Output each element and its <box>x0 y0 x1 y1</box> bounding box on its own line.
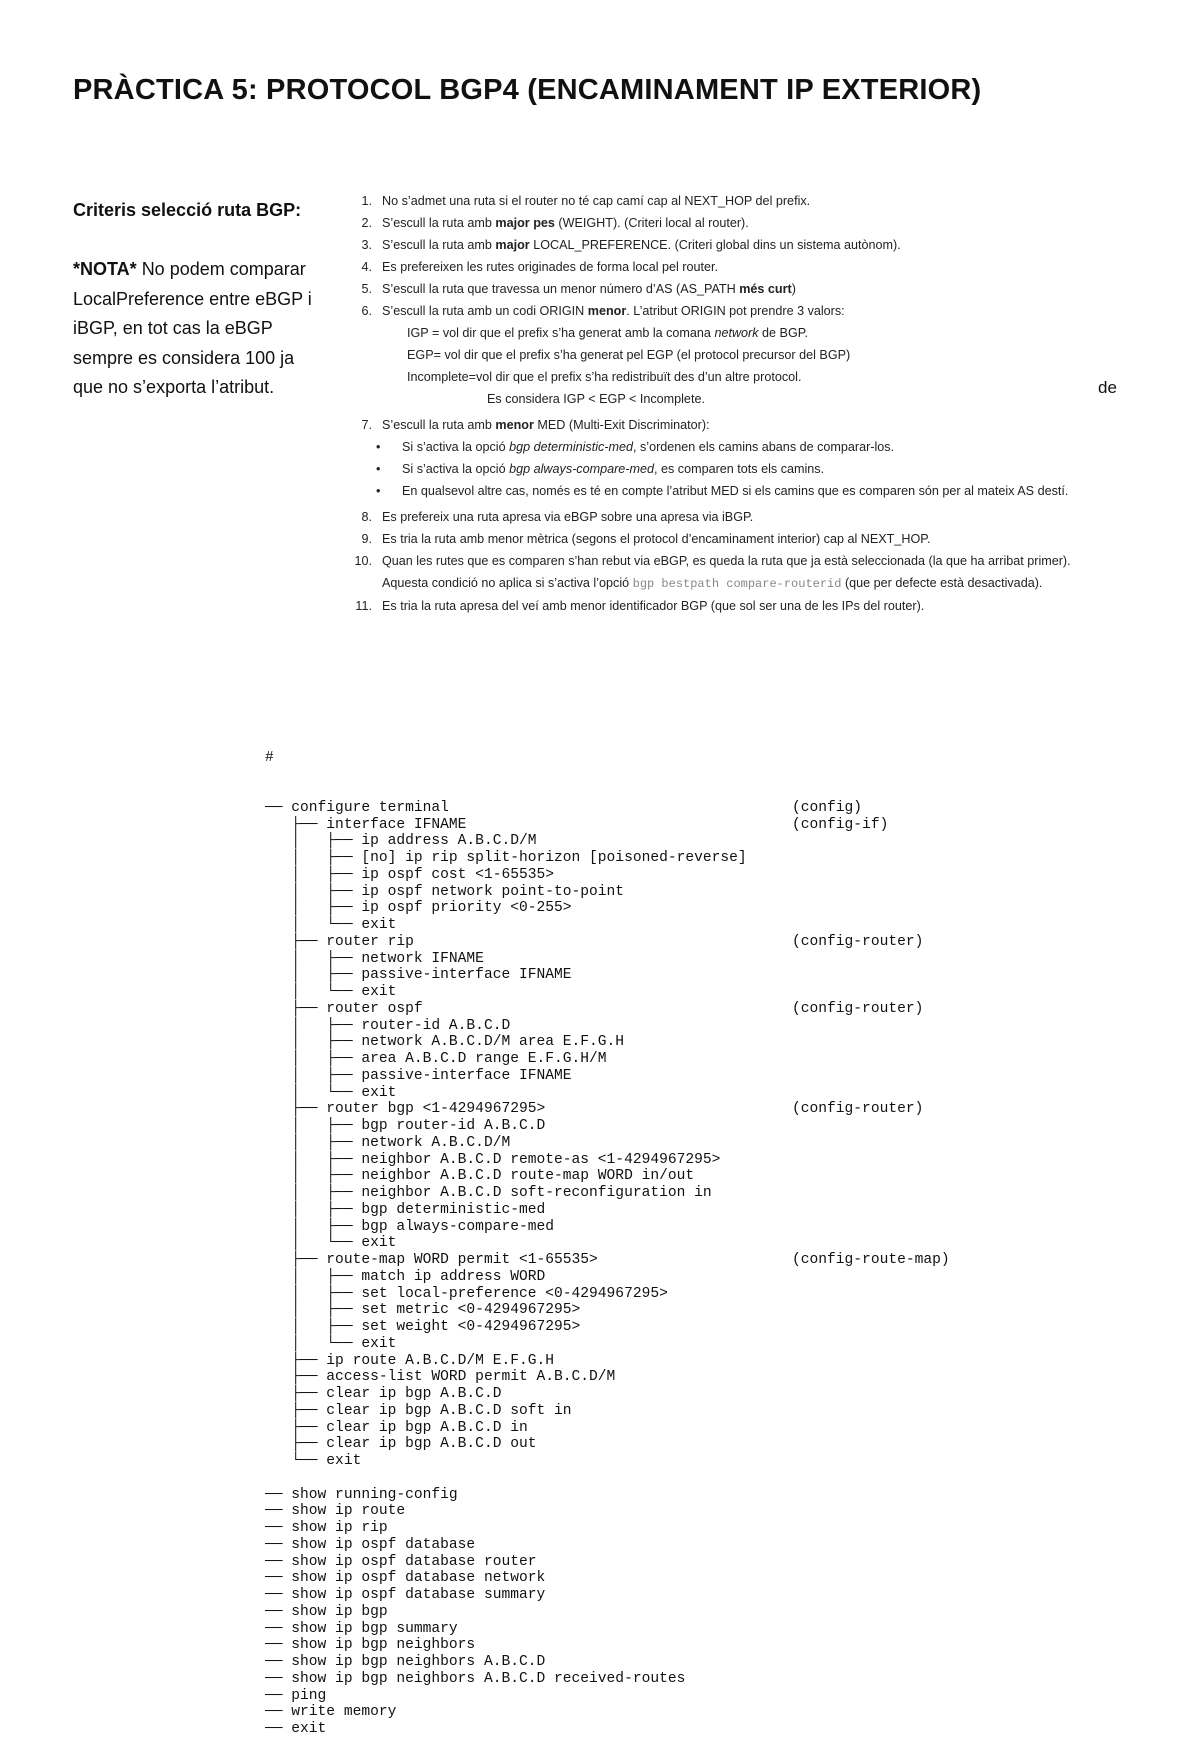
criterion-11: 11. Es tria la ruta apresa del veí amb menor identificador BGP (que sol ser una de les IPs del router). <box>355 599 925 613</box>
tree-line <box>265 1185 747 1202</box>
tree-line <box>265 1101 924 1118</box>
tree-line <box>265 1604 747 1621</box>
tree-line <box>265 799 863 817</box>
tree-command: │ ├── ip ospf cost <1-65535> <box>265 866 555 883</box>
tree-command: ── show ip ospf database summary <box>265 1587 546 1603</box>
tree-command: ├── clear ip bgp A.B.C.D soft in <box>265 1402 572 1419</box>
tree-line <box>265 900 747 917</box>
note-paragraph <box>73 255 313 403</box>
tree-line <box>265 1621 747 1638</box>
command-tree <box>265 716 950 1755</box>
med-bullet-1: • Si s’activa la opció bgp deterministic-med, s’ordenen els camins abans de comparar-los. <box>402 436 1093 458</box>
med-bullets <box>348 436 1093 502</box>
tree-line <box>265 1721 747 1738</box>
tree-line <box>265 1269 747 1286</box>
tree-line <box>265 951 747 968</box>
criterion-2: 2. S’escull la ruta amb major pes (WEIGHT). (Criteri local al router). <box>361 216 749 230</box>
tree-line <box>265 1587 747 1604</box>
tree-line <box>265 933 924 951</box>
origin-egp: EGP= vol dir que el prefix s’ha generat pel EGP (el protocol precursor del BGP) <box>407 348 851 362</box>
tree-line <box>265 1135 747 1152</box>
tree-command: ── show ip ospf database <box>265 1536 476 1553</box>
tree-line <box>265 884 747 901</box>
tree-command: ── show ip ospf database network <box>265 1570 546 1587</box>
tree-command: │ ├── neighbor A.B.C.D route-map WORD in/out <box>265 1168 695 1185</box>
tree-command: ├── router ospf <box>265 1000 423 1017</box>
tree-command: ── show ip bgp neighbors A.B.C.D <box>265 1654 546 1670</box>
med-bullet-3: • En qualsevol altre cas, només es té en compte l’atribut MED si els camins que es comparen són per al mateix AS destí. <box>402 480 1093 502</box>
tree-command: │ ├── passive-interface IFNAME <box>265 1067 572 1084</box>
tree-lines <box>265 799 950 1738</box>
tree-line <box>265 1000 924 1018</box>
tree-line <box>265 1570 747 1587</box>
note-label: *NOTA* <box>73 259 137 279</box>
tree-mode-label: (config-route-map) <box>792 1252 950 1268</box>
tree-line <box>265 967 747 984</box>
tree-line <box>265 1654 747 1671</box>
tree-command: │ ├── neighbor A.B.C.D soft-reconfiguration in <box>265 1185 712 1201</box>
note-text: No podem comparar LocalPreference entre eBGP i iBGP, en tot cas la eBGP sempre es considera 100 ja que no s’exporta l’atribut. <box>73 259 312 397</box>
tree-command: │ ├── ip ospf priority <0-255> <box>265 900 572 917</box>
tree-command: │ └── exit <box>265 1335 397 1352</box>
tree-command: │ └── exit <box>265 917 397 933</box>
tree-command: │ ├── network IFNAME <box>265 950 484 967</box>
tree-line <box>265 1453 747 1470</box>
criterion-3: 3. S’escull la ruta amb major LOCAL_PREFERENCE. (Criteri global dins un sistema autònom). <box>361 238 901 252</box>
tree-command: ├── clear ip bgp A.B.C.D <box>265 1386 502 1402</box>
criteria-heading: Criteris selecció ruta BGP: <box>73 200 302 220</box>
tree-command: │ ├── ip address A.B.C.D/M <box>265 833 537 850</box>
tree-command: ── show ip ospf database router <box>265 1553 537 1570</box>
criterion-1: 1. No s’admet una ruta si el router no té cap camí cap al NEXT_HOP del prefix. <box>361 194 811 208</box>
tree-command: ├── access-list WORD permit A.B.C.D/M <box>265 1369 616 1386</box>
tree-command: ── show ip bgp summary <box>265 1620 458 1637</box>
tree-command: │ ├── passive-interface IFNAME <box>265 967 572 984</box>
sidebar-notes <box>73 196 313 403</box>
tree-command: │ └── exit <box>265 984 397 1000</box>
tree-command: ── write memory <box>265 1704 397 1721</box>
tree-line <box>265 816 889 834</box>
tree-command: │ ├── set weight <0-4294967295> <box>265 1319 581 1335</box>
tree-command: └── exit <box>265 1453 362 1469</box>
tree-line <box>265 1319 747 1336</box>
criterion-10: 10. Quan les rutes que es comparen s’han rebut via eBGP, es queda la ruta que ja està seleccionada (la que ha arribat primer). Aquesta condició no aplica si s’activa l’opció bgp bestpath compare-routerid (que per defecte està desactivada). <box>354 554 1071 591</box>
tree-command: │ ├── area A.B.C.D range E.F.G.H/M <box>265 1051 607 1067</box>
tree-line <box>265 1386 747 1403</box>
tree-mode-label: (config-router) <box>792 1000 924 1017</box>
tree-command: │ ├── neighbor A.B.C.D remote-as <1-4294967295> <box>265 1151 721 1168</box>
tree-command: ├── ip route A.B.C.D/M E.F.G.H <box>265 1352 555 1369</box>
tree-command: ├── route-map WORD permit <1-65535> <box>265 1252 598 1268</box>
criterion-5: 5. S’escull la ruta que travessa un menor número d’AS (AS_PATH més curt) <box>361 282 796 296</box>
tree-command: │ ├── network A.B.C.D/M area E.F.G.H <box>265 1034 625 1051</box>
tree-command: │ ├── network A.B.C.D/M <box>265 1134 511 1151</box>
tree-line <box>265 1554 747 1571</box>
tree-line <box>265 850 747 867</box>
tree-command: │ ├── bgp deterministic-med <box>265 1201 546 1218</box>
criterion-7: 7. S’escull la ruta amb menor MED (Multi-Exit Discriminator): <box>361 418 710 432</box>
tree-command: │ ├── match ip address WORD <box>265 1268 546 1285</box>
tree-command: │ ├── [no] ip rip split-horizon [poisoned-reverse] <box>265 850 747 866</box>
origin-order: Es considera IGP < EGP < Incomplete. <box>487 392 705 406</box>
tree-command: ── exit <box>265 1721 327 1737</box>
tree-command: │ ├── ip ospf network point-to-point <box>265 883 625 900</box>
tree-command: ├── router bgp <1-4294967295> <box>265 1101 546 1118</box>
tree-command: ── show ip bgp neighbors <box>265 1637 476 1654</box>
stray-word: de <box>1098 378 1117 397</box>
tree-line <box>265 1637 747 1654</box>
tree-command: │ └── exit <box>265 1235 397 1252</box>
tree-line <box>265 1470 747 1487</box>
criterion-9: 9. Es tria la ruta amb menor mètrica (segons el protocol d’encaminament interior) cap al NEXT_HOP. <box>361 532 931 546</box>
tree-command: │ ├── router-id A.B.C.D <box>265 1017 511 1034</box>
tree-command: ── configure terminal <box>265 799 449 816</box>
tree-command: ── show running-config <box>265 1486 458 1503</box>
tree-root: # <box>265 749 274 766</box>
page-title: PRÀCTICA 5: PROTOCOL BGP4 (ENCAMINAMENT IP EXTERIOR) <box>73 74 982 106</box>
tree-command: ├── clear ip bgp A.B.C.D out <box>265 1436 537 1453</box>
tree-line <box>265 1168 747 1185</box>
tree-line <box>265 1219 747 1236</box>
tree-command: ├── clear ip bgp A.B.C.D in <box>265 1419 528 1436</box>
tree-line <box>265 1420 747 1437</box>
tree-command: │ ├── bgp always-compare-med <box>265 1218 555 1235</box>
tree-command: │ ├── bgp router-id A.B.C.D <box>265 1118 546 1134</box>
origin-igp: IGP = vol dir que el prefix s’ha generat amb la comana network de BGP. <box>407 326 809 340</box>
tree-line <box>265 1353 747 1370</box>
tree-line <box>265 833 747 850</box>
tree-line <box>265 867 747 884</box>
tree-line <box>265 1235 747 1252</box>
tree-command: ├── interface IFNAME <box>265 816 467 833</box>
tree-line <box>265 1671 747 1688</box>
tree-line <box>265 1403 747 1420</box>
tree-line <box>265 984 747 1001</box>
tree-command: ── show ip bgp <box>265 1603 388 1620</box>
tree-line <box>265 1118 747 1135</box>
tree-line <box>265 917 747 934</box>
tree-line <box>265 1688 747 1705</box>
tree-command: │ └── exit <box>265 1084 397 1101</box>
med-bullet-2: • Si s’activa la opció bgp always-compare-med, es comparen tots els camins. <box>402 458 1093 480</box>
criterion-8: 8. Es prefereix una ruta apresa via eBGP sobre una apresa via iBGP. <box>361 510 754 524</box>
criterion-4: 4. Es prefereixen les rutes originades de forma local pel router. <box>361 260 719 274</box>
tree-line <box>265 1085 747 1102</box>
tree-command: ── show ip route <box>265 1503 406 1520</box>
tree-line <box>265 1302 747 1319</box>
tree-line <box>265 1520 747 1537</box>
tree-command: ├── router rip <box>265 933 414 950</box>
tree-line <box>265 1286 747 1303</box>
tree-mode-label: (config-router) <box>792 1101 924 1118</box>
tree-line <box>265 1537 747 1554</box>
tree-line <box>265 1252 950 1269</box>
tree-command: ── show ip rip <box>265 1520 388 1536</box>
tree-command: ── show ip bgp neighbors A.B.C.D received-routes <box>265 1670 686 1687</box>
tree-command: │ ├── set local-preference <0-4294967295> <box>265 1285 668 1302</box>
tree-mode-label: (config) <box>792 799 863 816</box>
tree-line <box>265 1503 747 1520</box>
tree-line <box>265 1202 747 1219</box>
origin-incomplete: Incomplete=vol dir que el prefix s’ha redistribuït des d’un altre protocol. <box>407 370 802 384</box>
tree-mode-label: (config-router) <box>792 933 924 950</box>
tree-line <box>265 1068 747 1085</box>
tree-line <box>265 1704 747 1721</box>
tree-line <box>265 1018 747 1035</box>
tree-line <box>265 1436 747 1453</box>
criteria-list <box>348 190 1093 617</box>
tree-line <box>265 1051 747 1068</box>
tree-line <box>265 1487 747 1504</box>
tree-line <box>265 1369 747 1386</box>
tree-command: │ ├── set metric <0-4294967295> <box>265 1302 581 1319</box>
tree-line <box>265 1336 747 1353</box>
criterion-6: 6. S’escull la ruta amb un codi ORIGIN menor. L’atribut ORIGIN pot prendre 3 valors: <box>361 304 845 318</box>
tree-command: ── ping <box>265 1687 327 1704</box>
tree-mode-label: (config-if) <box>792 816 889 833</box>
tree-line <box>265 1034 747 1051</box>
tree-line <box>265 1152 747 1169</box>
